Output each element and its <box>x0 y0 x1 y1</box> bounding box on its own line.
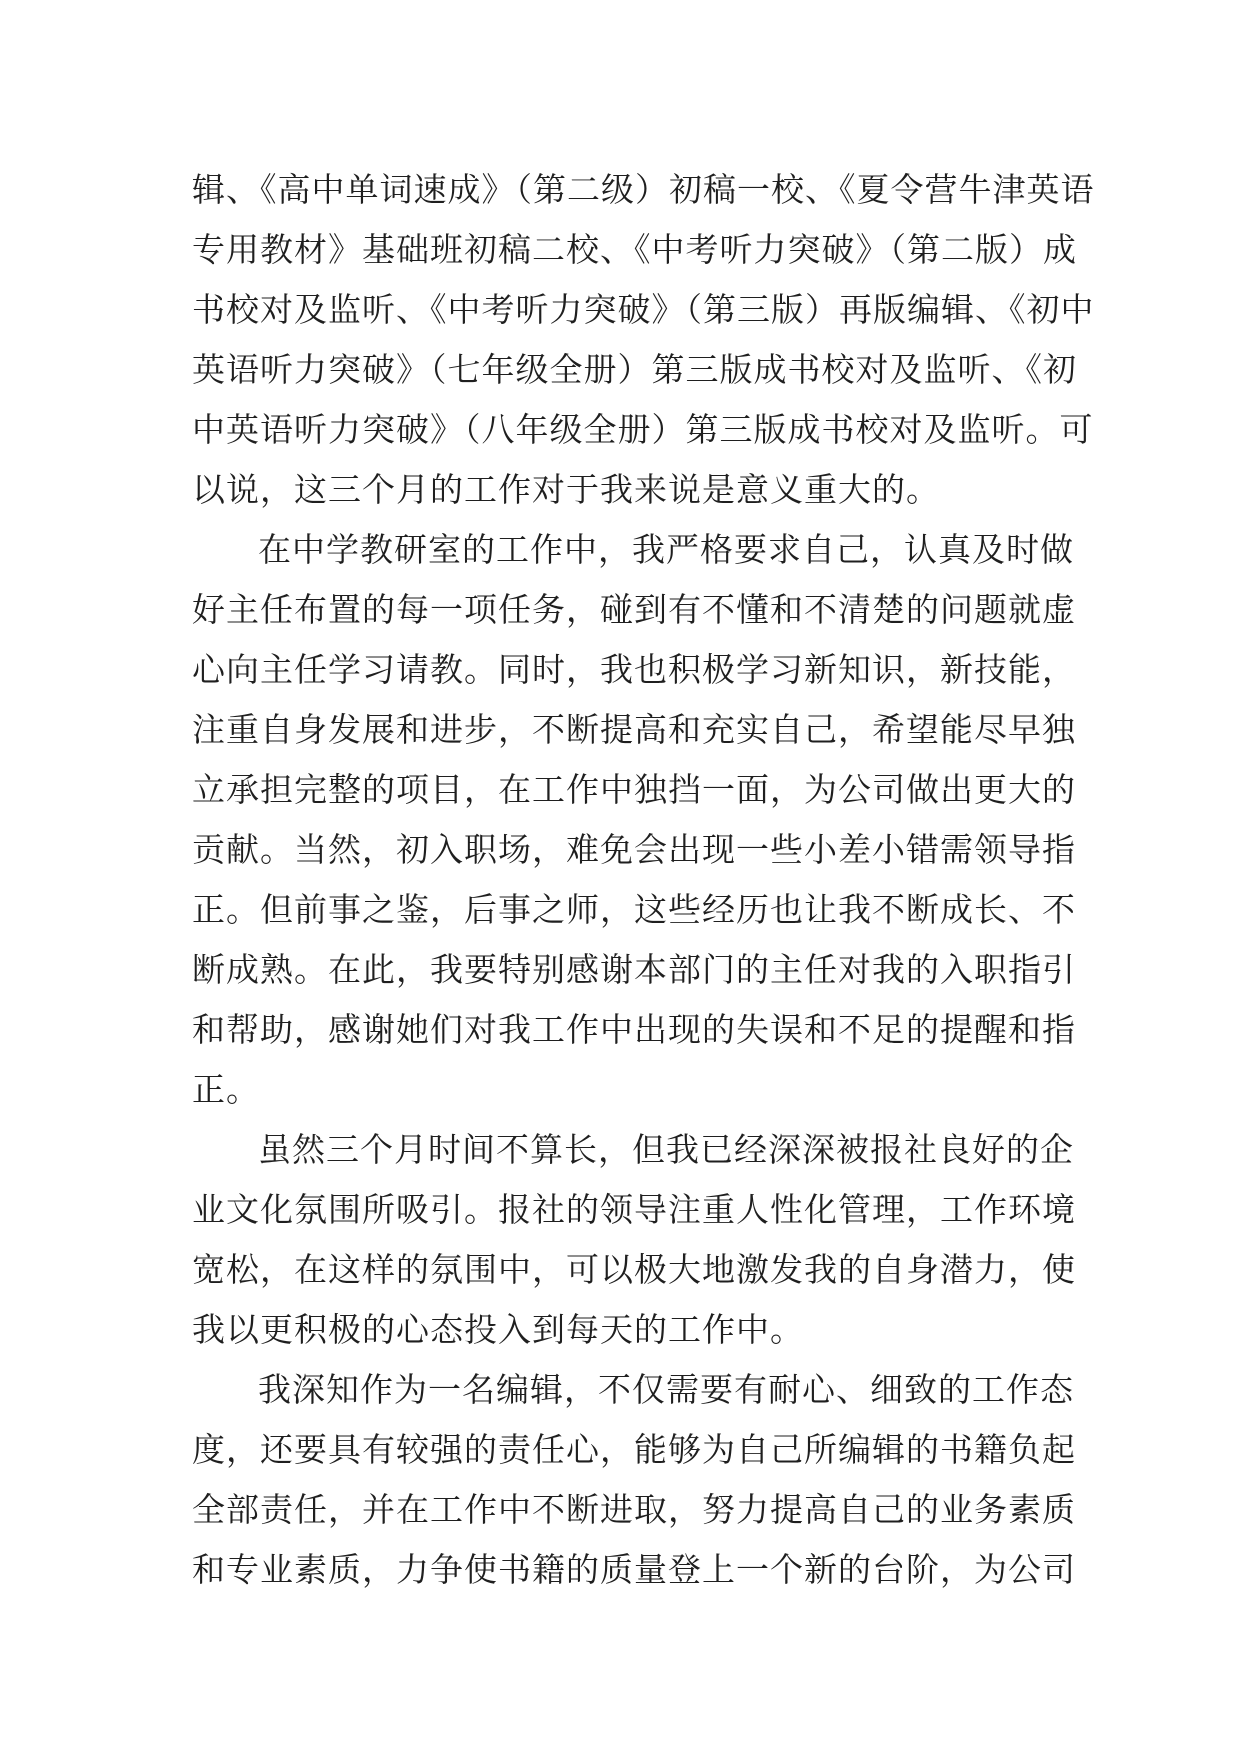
text-line: 业文化氛围所吸引。报社的领导注重人性化管理，工作环境 <box>192 1190 1076 1229</box>
text-line: 注重自身发展和进步，不断提高和充实自己，希望能尽早独 <box>192 710 1076 749</box>
text-line: 心向主任学习请教。同时，我也积极学习新知识，新技能， <box>192 650 1076 689</box>
text-line: 立承担完整的项目，在工作中独挡一面，为公司做出更大的 <box>192 770 1076 809</box>
text-line: 我以更积极的心态投入到每天的工作中。 <box>192 1310 804 1349</box>
document-body <box>192 160 1095 1600</box>
text-line: 以说，这三个月的工作对于我来说是意义重大的。 <box>192 470 940 509</box>
text-line: 正。但前事之鉴，后事之师，这些经历也让我不断成长、不 <box>192 890 1076 929</box>
text-line: 好主任布置的每一项任务，碰到有不懂和不清楚的问题就虚 <box>192 590 1076 629</box>
text-line: 贡献。当然，初入职场，难免会出现一些小差小错需领导指 <box>192 830 1076 869</box>
text-line: 书校对及监听、《中考听力突破》（第三版）再版编辑、《初中 <box>192 290 1095 329</box>
text-line: 虽然三个月时间不算长，但我已经深深被报社良好的企 <box>258 1130 1074 1169</box>
text-line: 度，还要具有较强的责任心，能够为自己所编辑的书籍负起 <box>192 1430 1076 1469</box>
text-line: 英语听力突破》（七年级全册）第三版成书校对及监听、《初 <box>192 350 1077 389</box>
text-line: 和帮助，感谢她们对我工作中出现的失误和不足的提醒和指 <box>192 1010 1076 1049</box>
text-line: 辑、《高中单词速成》（第二级）初稿一校、《夏令营牛津英语 <box>192 170 1095 209</box>
text-line: 在中学教研室的工作中，我严格要求自己，认真及时做 <box>258 530 1074 569</box>
text-line: 宽松，在这样的氛围中，可以极大地激发我的自身潜力，使 <box>192 1250 1076 1289</box>
text-line: 我深知作为一名编辑，不仅需要有耐心、细致的工作态 <box>258 1370 1074 1409</box>
text-line: 断成熟。在此，我要特别感谢本部门的主任对我的入职指引 <box>192 950 1076 989</box>
text-line: 专用教材》基础班初稿二校、《中考听力突破》（第二版）成 <box>192 230 1077 269</box>
text-line: 全部责任，并在工作中不断进取，努力提高自己的业务素质 <box>192 1490 1076 1529</box>
text-line: 中英语听力突破》（八年级全册）第三版成书校对及监听。可 <box>192 410 1094 449</box>
text-line: 正。 <box>192 1070 260 1109</box>
text-line: 和专业素质，力争使书籍的质量登上一个新的台阶，为公司 <box>192 1550 1076 1589</box>
